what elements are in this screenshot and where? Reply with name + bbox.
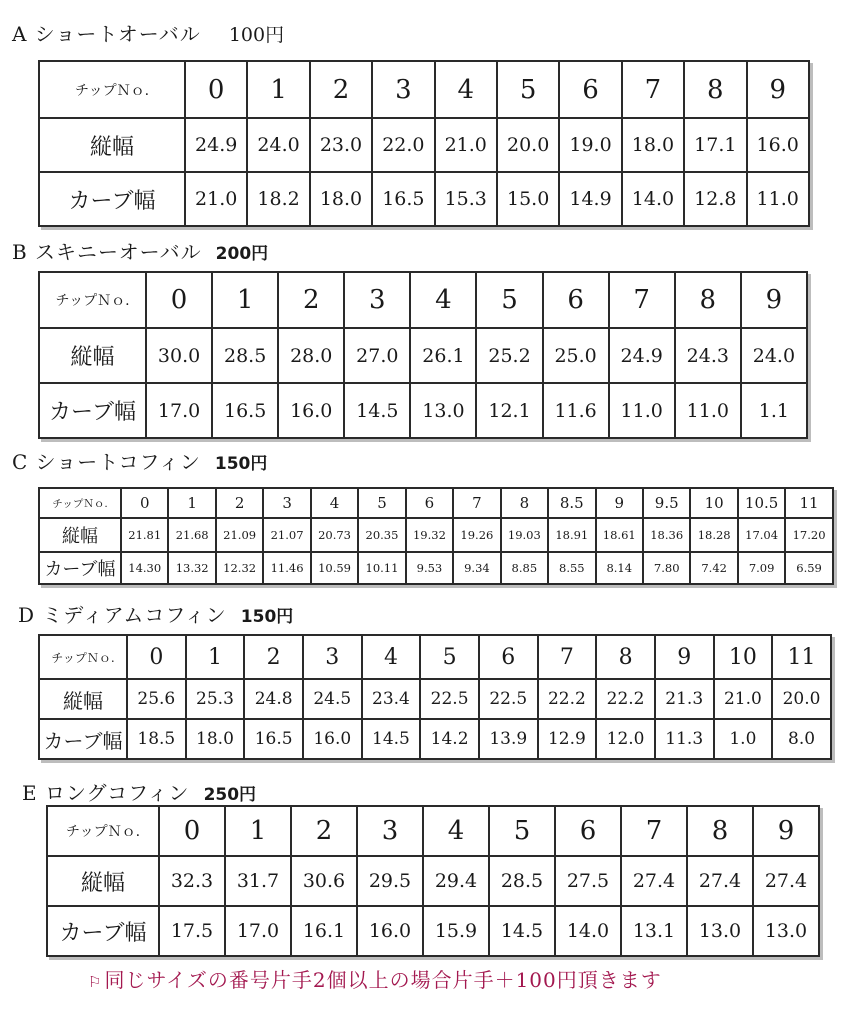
curve-width-label: カーブ幅 — [39, 383, 146, 438]
curve-width-value: 1.1 — [741, 383, 807, 438]
length-value: 24.9 — [185, 118, 247, 172]
curve-width-value: 14.0 — [555, 906, 621, 956]
length-value: 27.4 — [621, 856, 687, 906]
length-value: 29.5 — [357, 856, 423, 906]
curve-width-value: 16.5 — [372, 172, 434, 226]
length-row — [47, 856, 819, 906]
tip-number: 3 — [372, 61, 434, 118]
curve-width-value: 16.0 — [357, 906, 423, 956]
length-value: 27.4 — [687, 856, 753, 906]
tip-number: 7 — [622, 61, 684, 118]
length-row — [39, 679, 831, 719]
curve-width-value: 10.59 — [311, 552, 358, 584]
tip-number: 3 — [357, 806, 423, 856]
tip-number: 2 — [278, 272, 344, 328]
length-value: 24.5 — [303, 679, 362, 719]
curve-width-value: 14.5 — [489, 906, 555, 956]
length-value: 21.07 — [263, 518, 310, 552]
tip-number: 3 — [303, 635, 362, 679]
length-value: 21.09 — [216, 518, 263, 552]
curve-width-value: 9.53 — [406, 552, 453, 584]
length-row — [39, 118, 809, 172]
length-value: 19.32 — [406, 518, 453, 552]
tip-number: 7 — [609, 272, 675, 328]
curve-width-label: カーブ幅 — [39, 552, 121, 584]
curve-width-value: 21.0 — [185, 172, 247, 226]
tip-number: 11 — [785, 488, 832, 518]
section-c-table — [38, 487, 834, 585]
length-label: 縦幅 — [39, 679, 127, 719]
tip-number: 6 — [555, 806, 621, 856]
curve-width-value: 18.0 — [310, 172, 372, 226]
tip-number: 9 — [655, 635, 714, 679]
tip-number: 9.5 — [643, 488, 690, 518]
curve-width-value: 11.0 — [675, 383, 741, 438]
length-value: 21.3 — [655, 679, 714, 719]
length-value: 23.0 — [310, 118, 372, 172]
length-value: 28.5 — [489, 856, 555, 906]
length-value: 25.2 — [476, 328, 542, 383]
tip-number: 8.5 — [548, 488, 595, 518]
length-value: 19.03 — [501, 518, 548, 552]
curve-width-value: 17.0 — [225, 906, 291, 956]
length-value: 19.0 — [559, 118, 621, 172]
tip-number-label: チップＮｏ. — [47, 806, 159, 856]
section-b-table — [38, 271, 808, 439]
tip-number: 2 — [291, 806, 357, 856]
length-value: 17.04 — [738, 518, 785, 552]
curve-width-value: 8.55 — [548, 552, 595, 584]
length-value: 16.0 — [747, 118, 809, 172]
tip-number: 0 — [127, 635, 186, 679]
header-row — [47, 806, 819, 856]
tip-number: 9 — [753, 806, 819, 856]
curve-width-value: 8.14 — [596, 552, 643, 584]
length-value: 30.6 — [291, 856, 357, 906]
tip-number: 8 — [675, 272, 741, 328]
length-value: 22.2 — [538, 679, 597, 719]
curve-width-value: 8.85 — [501, 552, 548, 584]
tip-number: 9 — [596, 488, 643, 518]
curve-width-value: 16.5 — [212, 383, 278, 438]
curve-width-label: カーブ幅 — [47, 906, 159, 956]
section-e-table — [46, 805, 820, 957]
section-d-title — [18, 603, 293, 629]
curve-width-value: 16.1 — [291, 906, 357, 956]
length-value: 21.0 — [435, 118, 497, 172]
tip-number: 1 — [212, 272, 278, 328]
curve-width-value: 8.0 — [772, 719, 831, 759]
length-value: 24.0 — [247, 118, 309, 172]
section-e-title — [22, 781, 256, 807]
length-value: 32.3 — [159, 856, 225, 906]
tip-number: 10 — [690, 488, 737, 518]
tip-number: 5 — [497, 61, 559, 118]
section-b-title — [12, 240, 268, 266]
curve-width-value: 13.32 — [168, 552, 215, 584]
curve-width-value: 14.2 — [420, 719, 479, 759]
section-a-table — [38, 60, 810, 227]
tip-number: 7 — [538, 635, 597, 679]
curve-width-value: 14.0 — [622, 172, 684, 226]
curve-width-value: 11.0 — [747, 172, 809, 226]
tip-number: 8 — [687, 806, 753, 856]
curve-width-value: 17.5 — [159, 906, 225, 956]
length-label: 縦幅 — [39, 118, 185, 172]
length-value: 24.8 — [244, 679, 303, 719]
tip-number: 1 — [247, 61, 309, 118]
tip-number: 2 — [244, 635, 303, 679]
curve-width-value: 12.1 — [476, 383, 542, 438]
tip-number: 8 — [501, 488, 548, 518]
tip-number-label: チップＮｏ. — [39, 488, 121, 518]
curve-width-value: 12.9 — [538, 719, 597, 759]
curve-width-value: 10.11 — [358, 552, 405, 584]
curve-width-value: 13.1 — [621, 906, 687, 956]
length-value: 20.35 — [358, 518, 405, 552]
length-value: 24.3 — [675, 328, 741, 383]
tip-number: 1 — [168, 488, 215, 518]
surcharge-note-text: 同じサイズの番号片手2個以上の場合片手＋100円頂きます — [104, 968, 662, 992]
curve-width-value: 13.9 — [479, 719, 538, 759]
length-value: 17.20 — [785, 518, 832, 552]
tip-number: 7 — [621, 806, 687, 856]
header-row — [39, 61, 809, 118]
tip-number: 4 — [410, 272, 476, 328]
curve-width-value: 18.0 — [186, 719, 245, 759]
section-d-table — [38, 634, 832, 760]
tip-number: 5 — [489, 806, 555, 856]
tip-number: 8 — [596, 635, 655, 679]
tip-number: 1 — [225, 806, 291, 856]
length-value: 22.2 — [596, 679, 655, 719]
curve-width-row — [47, 906, 819, 956]
curve-width-value: 12.0 — [596, 719, 655, 759]
length-value: 25.6 — [127, 679, 186, 719]
curve-width-value: 12.8 — [684, 172, 746, 226]
tip-number: 4 — [435, 61, 497, 118]
length-value: 27.0 — [344, 328, 410, 383]
curve-width-value: 9.34 — [453, 552, 500, 584]
length-value: 21.68 — [168, 518, 215, 552]
header-row — [39, 272, 807, 328]
tip-number: 9 — [747, 61, 809, 118]
length-value: 23.4 — [362, 679, 421, 719]
length-value: 21.0 — [714, 679, 773, 719]
header-row — [39, 635, 831, 679]
length-row — [39, 518, 833, 552]
tip-number-label: チップＮｏ. — [39, 635, 127, 679]
length-value: 22.5 — [420, 679, 479, 719]
tip-number: 4 — [362, 635, 421, 679]
curve-width-value: 7.42 — [690, 552, 737, 584]
curve-width-value: 16.5 — [244, 719, 303, 759]
curve-width-value: 16.0 — [303, 719, 362, 759]
curve-width-value: 14.9 — [559, 172, 621, 226]
length-value: 27.4 — [753, 856, 819, 906]
tip-number: 6 — [479, 635, 538, 679]
tip-number: 11 — [772, 635, 831, 679]
tip-number: 10.5 — [738, 488, 785, 518]
curve-width-value: 7.09 — [738, 552, 785, 584]
curve-width-value: 15.9 — [423, 906, 489, 956]
length-value: 24.9 — [609, 328, 675, 383]
curve-width-value: 11.0 — [609, 383, 675, 438]
length-value: 30.0 — [146, 328, 212, 383]
curve-width-row — [39, 719, 831, 759]
length-row — [39, 328, 807, 383]
curve-width-value: 15.3 — [435, 172, 497, 226]
length-value: 25.0 — [543, 328, 609, 383]
tip-number: 8 — [684, 61, 746, 118]
tip-number: 5 — [420, 635, 479, 679]
tip-number: 2 — [216, 488, 263, 518]
flag-icon: ⚐ — [88, 973, 103, 991]
section-a-title — [12, 22, 284, 47]
length-value: 29.4 — [423, 856, 489, 906]
curve-width-value: 14.5 — [362, 719, 421, 759]
length-label: 縦幅 — [47, 856, 159, 906]
curve-width-row — [39, 172, 809, 226]
length-value: 17.1 — [684, 118, 746, 172]
tip-number: 10 — [714, 635, 773, 679]
length-value: 22.5 — [479, 679, 538, 719]
tip-number: 6 — [543, 272, 609, 328]
length-value: 26.1 — [410, 328, 476, 383]
tip-number: 9 — [741, 272, 807, 328]
curve-width-value: 12.32 — [216, 552, 263, 584]
tip-number: 1 — [186, 635, 245, 679]
length-value: 20.0 — [772, 679, 831, 719]
tip-number: 0 — [121, 488, 168, 518]
section-d-price: 150円 — [240, 607, 294, 627]
section-b-price: 200円 — [215, 244, 269, 264]
length-value: 22.0 — [372, 118, 434, 172]
section-c-price: 150円 — [214, 454, 268, 474]
section-c-name: C ショートコフィン — [12, 450, 201, 474]
curve-width-value: 18.5 — [127, 719, 186, 759]
curve-width-value: 7.80 — [643, 552, 690, 584]
curve-width-label: カーブ幅 — [39, 172, 185, 226]
tip-number: 5 — [476, 272, 542, 328]
header-row — [39, 488, 833, 518]
tip-number: 0 — [146, 272, 212, 328]
curve-width-value: 13.0 — [410, 383, 476, 438]
tip-number: 0 — [185, 61, 247, 118]
tip-number: 0 — [159, 806, 225, 856]
curve-width-value: 1.0 — [714, 719, 773, 759]
length-value: 31.7 — [225, 856, 291, 906]
curve-width-value: 18.2 — [247, 172, 309, 226]
tip-number: 5 — [358, 488, 405, 518]
length-value: 18.0 — [622, 118, 684, 172]
curve-width-value: 16.0 — [278, 383, 344, 438]
length-value: 28.0 — [278, 328, 344, 383]
curve-width-value: 15.0 — [497, 172, 559, 226]
length-label: 縦幅 — [39, 518, 121, 552]
length-value: 21.81 — [121, 518, 168, 552]
curve-width-value: 11.46 — [263, 552, 310, 584]
tip-number-label: チップＮｏ. — [39, 61, 185, 118]
curve-width-row — [39, 383, 807, 438]
length-value: 24.0 — [741, 328, 807, 383]
tip-number: 3 — [344, 272, 410, 328]
length-value: 28.5 — [212, 328, 278, 383]
tip-number: 2 — [310, 61, 372, 118]
section-c-title — [12, 450, 267, 476]
curve-width-value: 17.0 — [146, 383, 212, 438]
length-label: 縦幅 — [39, 328, 146, 383]
curve-width-value: 14.30 — [121, 552, 168, 584]
section-e-price: 250円 — [203, 785, 257, 805]
section-d-name: D ミディアムコフィン — [18, 603, 227, 627]
curve-width-value: 11.6 — [543, 383, 609, 438]
length-value: 20.73 — [311, 518, 358, 552]
curve-width-value: 11.3 — [655, 719, 714, 759]
length-value: 18.28 — [690, 518, 737, 552]
curve-width-label: カーブ幅 — [39, 719, 127, 759]
length-value: 18.36 — [643, 518, 690, 552]
section-a-price: 100円 — [228, 24, 285, 46]
tip-number: 4 — [311, 488, 358, 518]
length-value: 27.5 — [555, 856, 621, 906]
curve-width-row — [39, 552, 833, 584]
curve-width-value: 14.5 — [344, 383, 410, 438]
length-value: 19.26 — [453, 518, 500, 552]
section-b-name: B スキニーオーバル — [12, 240, 202, 264]
length-value: 25.3 — [186, 679, 245, 719]
section-e-name: E ロングコフィン — [22, 781, 190, 805]
length-value: 20.0 — [497, 118, 559, 172]
tip-number: 3 — [263, 488, 310, 518]
tip-number: 7 — [453, 488, 500, 518]
length-value: 18.61 — [596, 518, 643, 552]
curve-width-value: 13.0 — [753, 906, 819, 956]
tip-number: 6 — [559, 61, 621, 118]
length-value: 18.91 — [548, 518, 595, 552]
tip-number: 4 — [423, 806, 489, 856]
section-a-name: A ショートオーバル — [12, 22, 201, 46]
tip-number-label: チップＮｏ. — [39, 272, 146, 328]
tip-number: 6 — [406, 488, 453, 518]
surcharge-note — [88, 964, 662, 993]
curve-width-value: 13.0 — [687, 906, 753, 956]
curve-width-value: 6.59 — [785, 552, 832, 584]
